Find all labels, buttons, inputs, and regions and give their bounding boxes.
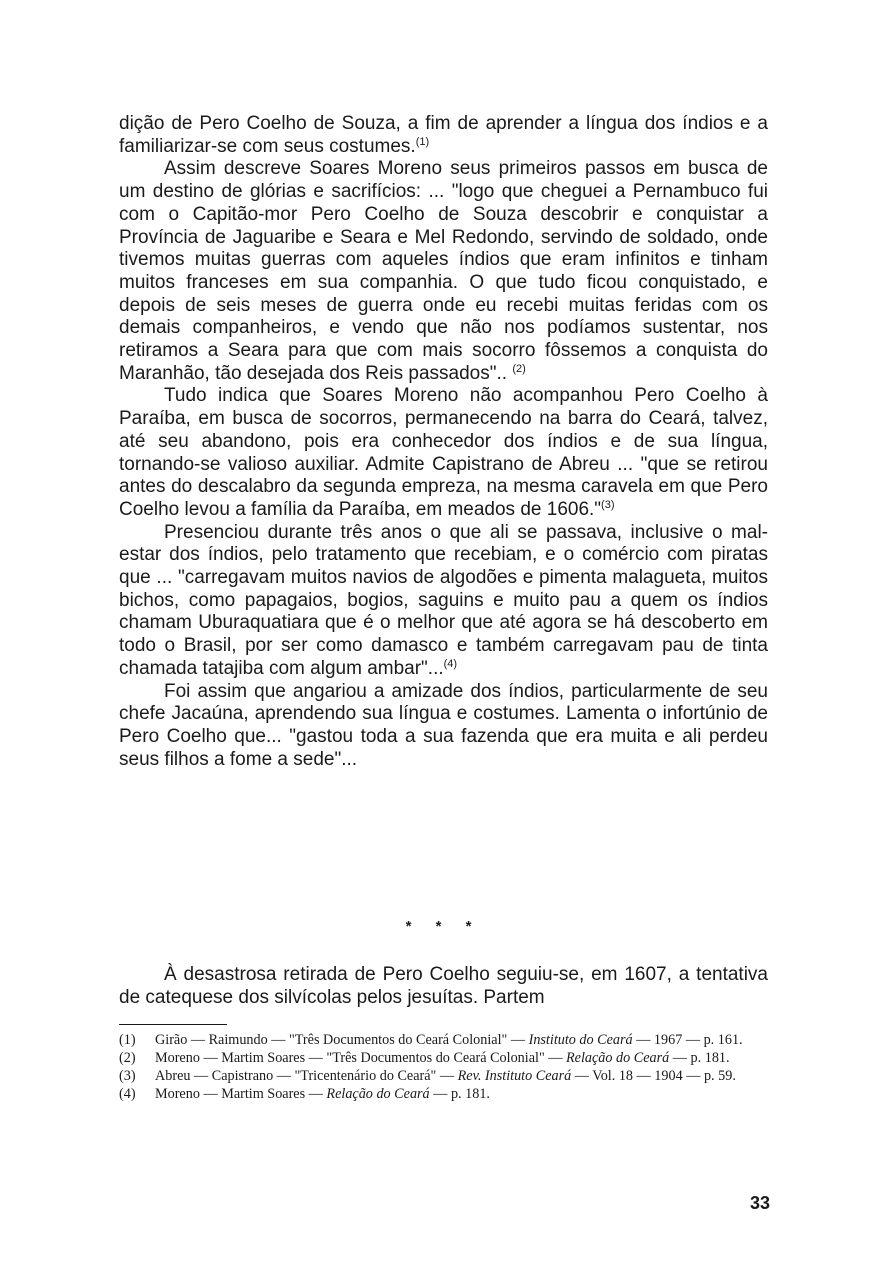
- paragraph-4-text: Presenciou durante três anos o que ali se passava, inclusive o mal-estar dos índios, pelo tratamento que recebiam, e o comércio com piratas que ... "carregavam muitos navios de algodões e pimenta malagueta, muitos bichos, como papagaios, bogios, saguins e muito pau a quem os índios chamam Uburaquatiara que é o melhor que até agora se há descoberto em todo o Brasil, por ser como damasco e também carregavam pau de tinta chamada tatajiba com algum ambar"...: [119, 521, 768, 679]
- footnote-ref-4: (4): [443, 657, 458, 670]
- footnote-text: — 1967 — p. 161.: [632, 1032, 743, 1048]
- paragraph-1: [119, 113, 768, 158]
- footnote-text: Abreu — Capistrano — "Tricentenário do Ceará" —: [155, 1067, 458, 1084]
- paragraph-3-text: Tudo indica que Soares Moreno não acompanhou Pero Coelho à Paraíba, em busca de socorros, permanecendo na barra do Ceará, talvez, até seu abandono, pois era conhecedor dos índios e de sua língua, tornando-se valioso auxiliar. Admite Capistrano de Abreu ... "que se retirou antes do descalabro da segunda empreza, na mesma caravela em que Pero Coelho levou a família da Paraíba, em meados de 1606.": [119, 385, 768, 520]
- paragraph-5-text: Foi assim que angariou a amizade dos índios, particularmente de seu chefe Jacaúna, aprendendo sua língua e costumes. Lamenta o infortúnio de Pero Coelho que... "gastou toda a sua fazenda que era muita e ali perdeu seus filhos a fome a sede"...: [119, 680, 768, 770]
- footnote-source: Rev. Instituto Ceará: [457, 1067, 572, 1084]
- footnote-ref-3: (3): [601, 498, 615, 511]
- paragraph-3: [119, 385, 768, 521]
- footnote-2: [119, 1050, 770, 1067]
- footnote-ref-2: (2): [512, 362, 526, 375]
- footnotes-block: [119, 1032, 770, 1104]
- section-text-block: [119, 963, 768, 1009]
- footnote-text: — p. 181.: [669, 1049, 730, 1066]
- footnote-number: (3): [119, 1067, 136, 1084]
- footnote-number: (4): [119, 1085, 136, 1102]
- paragraph-1-text: dição de Pero Coelho de Souza, a fim de aprender a língua dos índios e a familiarizar-se com seus costumes.: [119, 113, 768, 157]
- paragraph-2: [119, 158, 768, 385]
- footnote-text: Girão — Raimundo — "Três Documentos do Ceará Colonial" —: [155, 1032, 529, 1048]
- paragraph-2-text: Assim descreve Soares Moreno seus primeiros passos em busca de um destino de glórias e sacrifícios: ... "logo que cheguei a Pernambuco fui com o Capitão-mor Pero Coelho de Souza descobrir e conquistar a Província de Jaguaribe e Seara e Mel Redondo, servindo de soldado, onde tivemos muitas guerras com aqueles índios que eram infinitos e tinham muitos franceses em sua companhia. O que tudo ficou conquistado, e depois de seis meses de guerra onde eu recebi muitas feridas com os demais companheiros, e vendo que não nos podíamos sustentar, nos retiramos a Seara para que com mais socorro fôssemos a conquista do Maranhão, tão desejada dos Reis passados"..: [119, 158, 768, 384]
- footnote-number: (2): [119, 1049, 136, 1066]
- footnote-source: Relação do Ceará: [566, 1049, 670, 1066]
- footnote-text: — Vol. 18 — 1904 — p. 59.: [571, 1067, 736, 1084]
- footnote-text: Moreno — Martim Soares —: [155, 1085, 327, 1102]
- section-separator: * * *: [405, 918, 482, 935]
- footnote-1: [119, 1032, 770, 1049]
- footnote-divider: [119, 1024, 227, 1025]
- paragraph-5: [119, 681, 768, 772]
- main-text-block: [119, 113, 768, 771]
- footnote-number: (1): [119, 1032, 136, 1048]
- footnote-4: [119, 1086, 770, 1103]
- paragraph-4: [119, 522, 768, 681]
- footnote-3: [119, 1068, 770, 1085]
- page-number: 33: [749, 1193, 770, 1213]
- footnote-text: Moreno — Martim Soares — "Três Documentos do Ceará Colonial" —: [155, 1049, 567, 1066]
- footnote-ref-1: (1): [415, 135, 430, 148]
- footnote-text: — p. 181.: [429, 1085, 490, 1102]
- section-paragraph-1: À desastrosa retirada de Pero Coelho seguiu-se, em 1607, a tentativa de catequese dos silvícolas pelos jesuítas. Partem: [119, 964, 768, 1008]
- footnote-source: Instituto do Ceará: [528, 1032, 633, 1048]
- footnote-source: Relação do Ceará: [326, 1085, 430, 1102]
